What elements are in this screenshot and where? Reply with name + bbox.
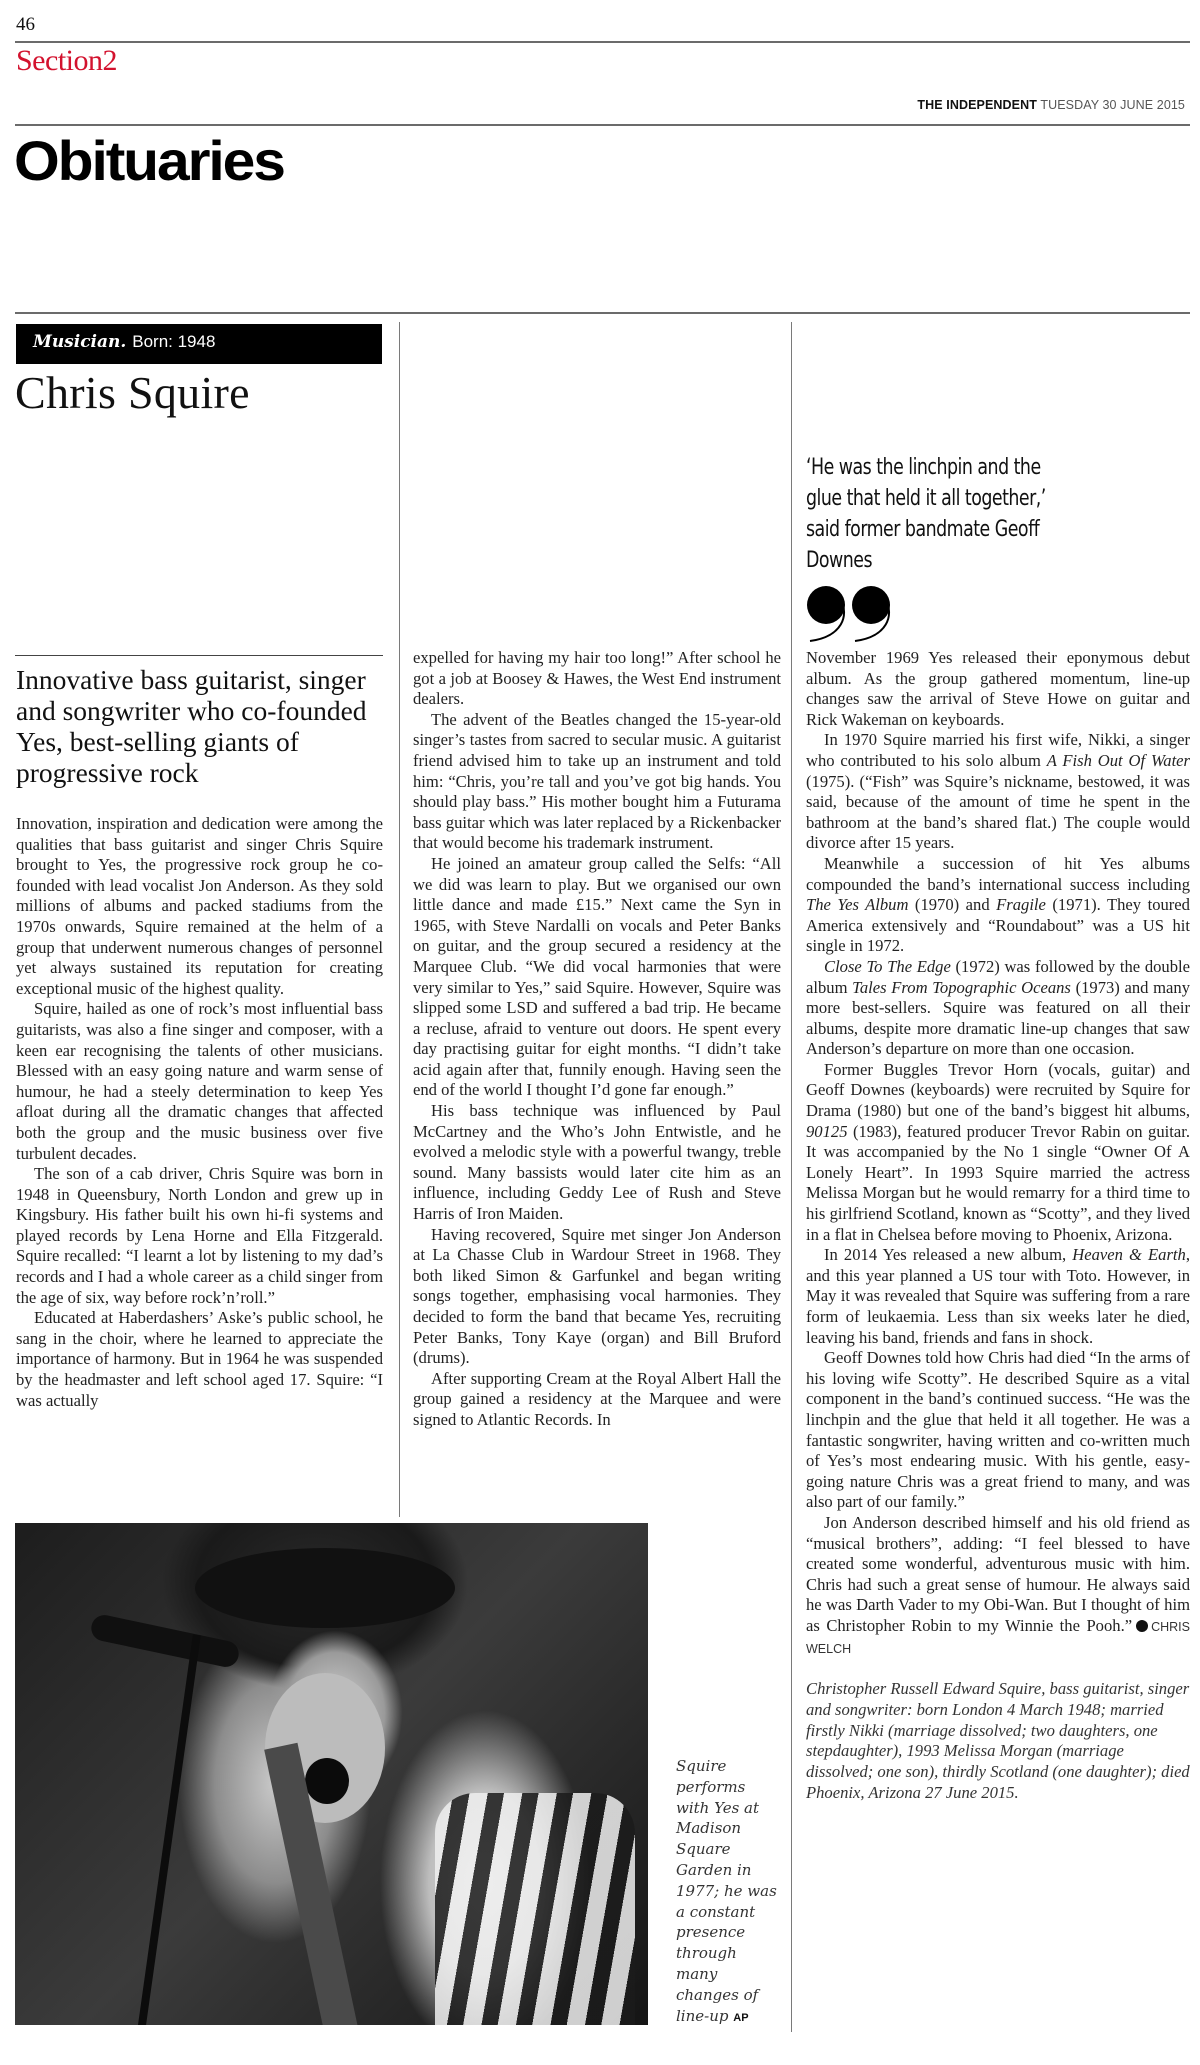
paragraph: Geoff Downes told how Chris had died “In the arms of his loving wife Scotty”. He described Squire as a vital component in the band’s continued success. “He was the linchpin and the glue that held it all together. He was a fantastic songwriter, having written and co-written much of Yes’s most endearing music. With his gentle, easy-going nature Chris was a great friend to many, and was also part of our family.” <box>806 1348 1190 1512</box>
standfirst: Innovative bass guitarist, singer and songwriter who co-founded Yes, best-selling giants of progressive rock <box>16 664 367 788</box>
album-title: 90125 <box>806 1121 848 1141</box>
paragraph: Close To The Edge (1972) was followed by the double album Tales From Topographic Oceans (1973) and many more best-sellers. Squire was featured on all their albums, despite more dramatic line-up changes that saw Anderson’s departure on more than one occasion. <box>806 956 1191 1059</box>
paragraph: His bass technique was influenced by Paul McCartney and the Who’s John Entwistle, and he evolved a melodic style with a powerful twangy, treble sound. Many bassists would later cite him as an influence, including Geddy Lee of Rush and Steve Harris of Iron Maiden. <box>413 1101 781 1224</box>
photo-hat-shape <box>195 1548 455 1628</box>
album-title: Fragile <box>996 895 1046 915</box>
body-column-1 <box>16 814 383 1411</box>
masthead-paper-name: THE INDEPENDENT <box>917 98 1037 112</box>
paragraph: In 2014 Yes released a new album, Heaven & Earth, and this year planned a US tour with Toto. However, in May it was revealed that Squire was suffering from a rare form of leukaemia. Less than six weeks later he died, leaving his band, friends and fans in shock. <box>806 1245 1190 1347</box>
section-label: Section2 <box>16 44 117 77</box>
masthead <box>917 98 1185 112</box>
page-number: 46 <box>16 14 35 35</box>
column-divider-1 <box>399 322 400 1517</box>
paragraph: The son of a cab driver, Chris Squire was born in 1948 in Queensbury, North London and grew up in Kingsbury. His father built his own hi-fi systems and played records by Lena Horne and Ella Fitzgerald. Squire recalled: “I learnt a lot by listening to my dad’s records and I had a whole career as a child singer from the age of six, way before rock’n’roll.” <box>16 1164 383 1307</box>
column-divider-2 <box>791 322 792 2032</box>
born-label: Born: 1948 <box>132 332 216 351</box>
standfirst-rule <box>15 655 383 656</box>
photo-microphone-shape <box>89 1613 241 1670</box>
caption-text: Squire performs with Yes at Madison Square Garden in 1977; he was a constant presence through many changes of line-up <box>676 1757 777 2025</box>
closing-quote-marks-icon <box>806 585 906 643</box>
album-title: Tales From Topographic Oceans <box>852 977 1071 997</box>
album-title: Close To The Edge <box>824 956 951 976</box>
paragraph: November 1969 Yes released their eponymous debut album. As the group gathered momentum, line-up changes saw the arrival of Steve Howe on guitar and Rick Wakeman on keyboards. <box>806 648 1190 729</box>
biography-summary: Christopher Russell Edward Squire, bass guitarist, singer and songwriter: born London 4 March 1948; married firstly Nikki (marriage dissolved; two daughters, one stepdaughter), 1993 Melissa Morgan (marriage dissolved; one son), thirdly Scotland (one daughter); died Phoenix, Arizona 27 June 2015. <box>806 1679 1190 1803</box>
photo-striped-jacket-shape <box>435 1793 635 2025</box>
photo-mic-stand-shape <box>137 1634 201 2025</box>
section-title: Obituaries <box>14 129 284 192</box>
paragraph: The advent of the Beatles changed the 15-year-old singer’s tastes from sacred to secular music. A guitarist friend advised him to take up an instrument and told him: “Chris, you’re tall and you’ve got big hands. You should play bass.” His mother bought him a Futurama bass guitar which was later replaced by a Rickenbacker that would become his trademark instrument. <box>413 709 781 853</box>
photo-credit: AP <box>733 2011 749 2024</box>
photo-mouth-shape <box>305 1758 349 1804</box>
section-rule <box>15 312 1190 314</box>
obituary-name: Chris Squire <box>15 367 250 418</box>
paragraph: After supporting Cream at the Royal Albert Hall the group gained a residency at the Marquee and were signed to Atlantic Records. In <box>413 1368 781 1429</box>
pull-quote: ‘He was the linchpin and the glue that held it all together,’ said former bandmate Geoff Downes <box>806 454 1046 573</box>
album-title: Heaven & Earth <box>1072 1245 1186 1265</box>
paragraph: In 1970 Squire married his first wife, Nikki, a singer who contributed to his solo album A Fish Out Of Water (1975). (“Fish” was Squire’s nickname, bestowed, it was said, because of the amount of time he spent in the bathroom at the band’s shared flat.) The couple would divorce after 15 years. <box>806 730 1191 853</box>
paragraph: He joined an amateur group called the Selfs: “All we did was learn to play. But we organised our own little dance and made £15.” Next came the Syn in 1965, with Steve Nardalli on vocals and Peter Banks on guitar, and the group secured a residency at the Marquee Club. “We did vocal harmonies that were very similar to Yes,” said Squire. However, Squire was slipped some LSD and suffered a bad trip. He became a recluse, afraid to venture out doors. He spent every day practising guitar for eight months. “I didn’t take acid again after that, funnily enough. Having seen the end of the world I thought I’d gone far enough.” <box>413 853 781 1100</box>
paragraph: Educated at Haberdashers’ Aske’s public school, he sang in the choir, where he learned to appreciate the importance of harmony. But in 1964 he was suspended by the headmaster and left school aged 17. Squire: “I was actually <box>16 1308 383 1410</box>
paragraph: Jon Anderson described himself and his old friend as “musical brothers”, adding: “I feel blessed to have created some wonderful, adventurous music with him. Chris had such a great sense of humour. He always said he was Darth Vader to my Obi-Wan. But I thought of him as Christopher Robin to my Winnie the Pooh.” CHRIS WELCH <box>806 1512 1190 1656</box>
paragraph: Former Buggles Trevor Horn (vocals, guitar) and Geoff Downes (keyboards) were recruited by Squire for Drama (1980) but one of the band’s biggest hit albums, 90125 (1983), featured producer Trevor Rabin on guitar. It was accompanied by the No 1 single “Owner Of A Lonely Heart”. In 1993 Squire married the actress Melissa Morgan but he would remarry for a third time to his girlfriend Scotland, known as “Scotty”, and they lived in a flat in Chelsea before moving to Phoenix, Arizona. <box>806 1059 1190 1244</box>
album-title: The Yes Album <box>806 895 909 915</box>
photo-caption <box>676 1756 782 2028</box>
masthead-rule <box>15 124 1190 126</box>
album-title: A Fish Out Of Water <box>1046 750 1191 770</box>
end-bullet-icon <box>1136 1620 1148 1632</box>
obituary-label-bar <box>16 324 382 364</box>
paragraph: Having recovered, Squire met singer Jon Anderson at La Chasse Club in Wardour Street in 1968. They both liked Simon & Garfunkel and began writing songs together, emphasising vocal harmonies. They decided to form the band that became Yes, recruiting Peter Banks, Tony Kaye (organ) and Bill Bruford (drums). <box>413 1224 781 1368</box>
body-column-2 <box>413 648 781 1431</box>
paragraph: Innovation, inspiration and dedication were among the qualities that bass guitarist and singer Chris Squire brought to Yes, the progressive rock group he co-founded with lead vocalist Jon Anderson. As they sold millions of albums and packed stadiums from the 1970s onwards, Squire remained at the helm of a group that underwent numerous changes of personnel yet always sustained its reputation for creating exceptional music of the highest quality. <box>16 814 383 998</box>
masthead-date: TUESDAY 30 JUNE 2015 <box>1040 98 1185 112</box>
article-photo <box>15 1523 648 2025</box>
paragraph: expelled for having my hair too long!” After school he got a job at Boosey & Hawes, the West End instrument dealers. <box>413 648 781 709</box>
role-label: Musician. Born: 1948 <box>33 332 216 352</box>
top-rule <box>15 41 1190 43</box>
byline: CHRIS WELCH <box>806 1619 1190 1656</box>
paragraph: Squire, hailed as one of rock’s most influential bass guitarists, was also a fine singer and composer, with a keen ear recognising the talents of other musicians. Blessed with an easy going nature and warm sense of humour, he had a steely determination to keep Yes afloat during all the dramatic changes that affected both the group and the music business over five turbulent decades. <box>16 999 383 1163</box>
body-column-3 <box>806 648 1190 1804</box>
paragraph: Meanwhile a succession of hit Yes albums compounded the band’s international success including The Yes Album (1970) and Fragile (1971). They toured America extensively and “Roundabout” was a US hit single in 1972. <box>806 853 1190 956</box>
